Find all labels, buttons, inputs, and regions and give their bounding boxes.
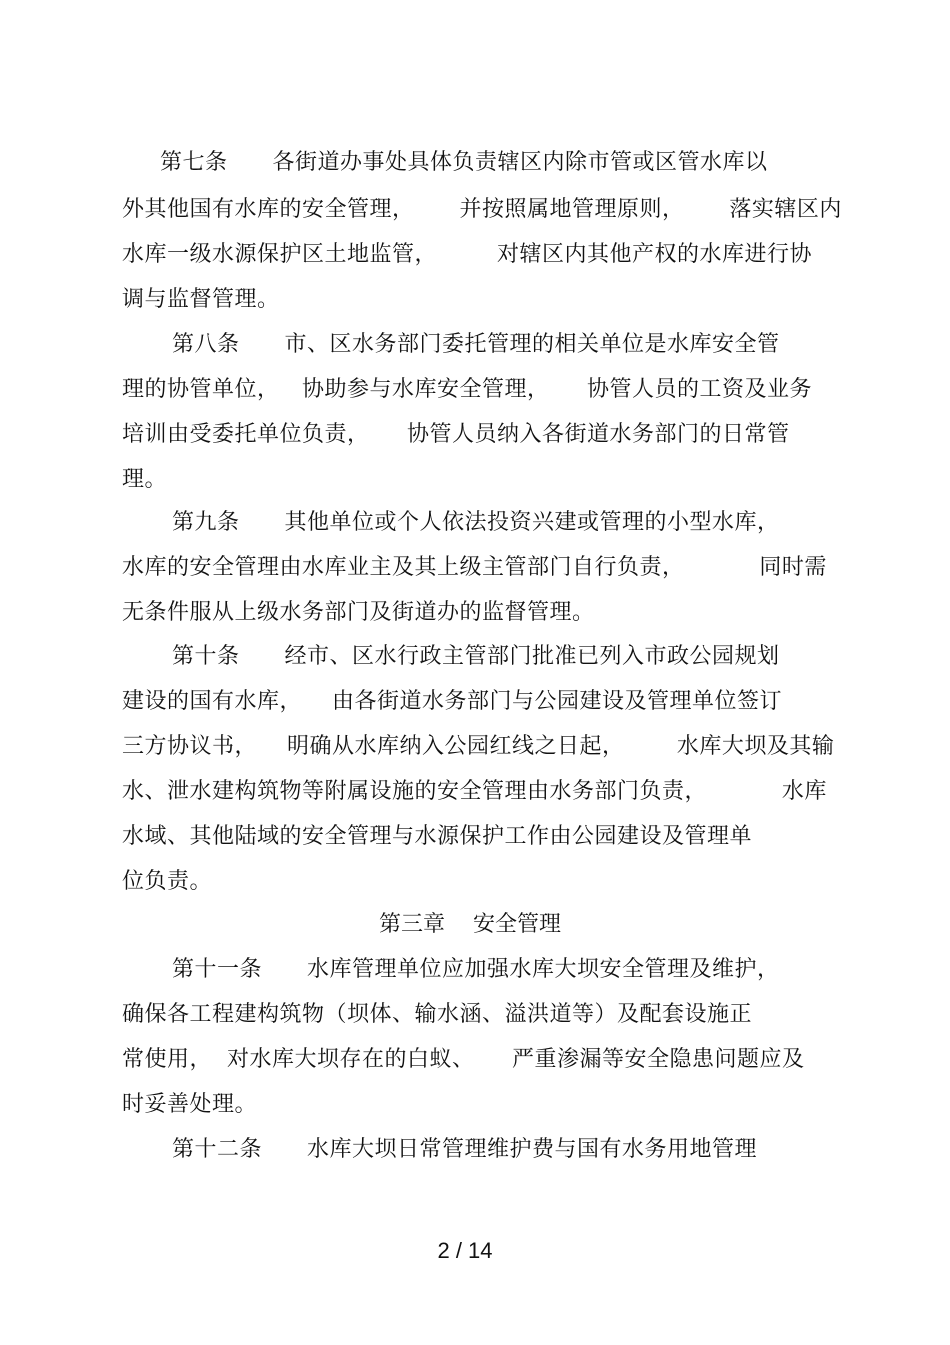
article-8-line-4: 理。 xyxy=(122,467,168,492)
article-7-line-4: 调与监督管理。 xyxy=(122,287,280,312)
article-12-line-1: 第十二条 水库大坝日常管理维护费与国有水务用地管理 xyxy=(172,1137,757,1162)
article-10-line-1: 第十条 经市、区水行政主管部门批准已列入市政公园规划 xyxy=(172,644,780,669)
article-7-line-1: 第七条 各街道办事处具体负责辖区内除市管或区管水库以 xyxy=(160,150,768,175)
page-number: 2 / 14 xyxy=(437,1238,493,1263)
article-11-line-4: 时妥善处理。 xyxy=(122,1092,258,1117)
article-11-line-1: 第十一条 水库管理单位应加强水库大坝安全管理及维护， xyxy=(172,957,780,982)
article-10-line-5: 水域、其他陆域的安全管理与水源保护工作由公园建设及管理单 xyxy=(122,824,753,849)
article-10-line-3: 三方协议书， 明确从水库纳入公园红线之日起， 水库大坝及其输 xyxy=(122,734,835,759)
article-11-line-2: 确保各工程建构筑物（坝体、输水涵、溢洪道等）及配套设施正 xyxy=(122,1002,753,1027)
article-10-line-4: 水、泄水建构筑物等附属设施的安全管理由水务部门负责， 水库 xyxy=(122,779,827,804)
article-7-line-3: 水库一级水源保护区土地监管， 对辖区内其他产权的水库进行协 xyxy=(122,242,812,267)
chapter-3-heading: 第三章 安全管理 xyxy=(379,912,561,937)
article-9-line-3: 无条件服从上级水务部门及街道办的监督管理。 xyxy=(122,600,595,625)
article-8-line-2: 理的协管单位， 协助参与水库安全管理， 协管人员的工资及业务 xyxy=(122,377,812,402)
article-11-line-3: 常使用， 对水库大坝存在的白蚁、 严重渗漏等安全隐患问题应及 xyxy=(122,1047,805,1072)
article-7-line-2: 外其他国有水库的安全管理， 并按照属地管理原则， 落实辖区内 xyxy=(122,197,842,222)
article-9-line-2: 水库的安全管理由水库业主及其上级主管部门自行负责， 同时需 xyxy=(122,555,827,580)
article-8-line-3: 培训由受委托单位负责， 协管人员纳入各街道水务部门的日常管 xyxy=(122,422,790,447)
article-9-line-1: 第九条 其他单位或个人依法投资兴建或管理的小型水库， xyxy=(172,510,780,535)
article-10-line-2: 建设的国有水库， 由各街道水务部门与公园建设及管理单位签订 xyxy=(122,689,782,714)
article-10-line-6: 位负责。 xyxy=(122,869,213,894)
article-8-line-1: 第八条 市、区水务部门委托管理的相关单位是水库安全管 xyxy=(172,332,780,357)
